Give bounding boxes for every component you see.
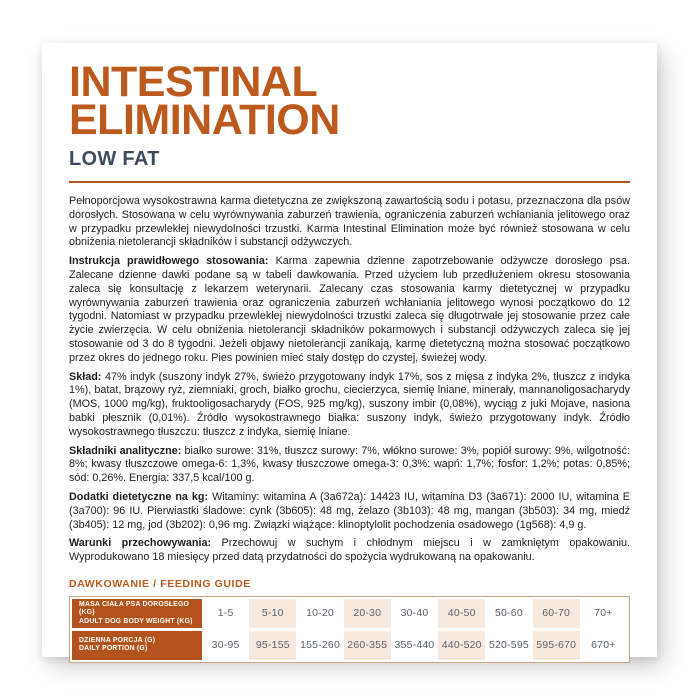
paragraph: Dodatki dietetyczne na kg: Witaminy: witamina A (3a672a): 14423 IU, witamina D3 (3a671): 2000 IU, witamina E (3a700): 96 IU. Pierwiastki śladowe: cynk (3b605): 48 mg, żelazo (3b103): 48 mg, mangan (3b503): 34 mg, miedź (3b405): 12 mg, jod (3b202): 0,96 mg. Związki wiążące: klinoptylolit pochodzenia osadowego (1g568): 4,9 g. bbox=[69, 490, 630, 531]
feeding-guide-value: 440-520 bbox=[438, 631, 485, 660]
product-title bbox=[69, 58, 630, 144]
feeding-guide-value: 5-10 bbox=[249, 599, 296, 628]
feeding-guide-value: 20-30 bbox=[344, 599, 391, 628]
product-subtitle: LOW FAT bbox=[69, 148, 160, 170]
feeding-guide-value: 40-50 bbox=[438, 599, 485, 628]
feeding-guide-value: 60-70 bbox=[533, 599, 580, 628]
feeding-guide-value: 95-155 bbox=[249, 631, 296, 660]
feeding-guide-value: 10-20 bbox=[306, 607, 334, 620]
paragraph: Warunki przechowywania: Przechowuj w suchym i chłodnym miejscu i w zamkniętym opakowaniu. Wyprodukowano 18 miesięcy przed datą przydatności do spożycia wydrukowaną na opakowaniu. bbox=[69, 537, 630, 564]
row-header-label-pl: DZIENNA PORCJA (G) bbox=[79, 636, 156, 644]
feeding-guide-value: 70+ bbox=[594, 607, 613, 620]
paragraph-lead: Warunki przechowywania: bbox=[69, 537, 222, 550]
feeding-guide-row-header bbox=[72, 599, 202, 628]
paragraph: Składniki analityczne: białko surowe: 31%, tłuszcz surowy: 7%, włókno surowe: 3%, popiół surowy: 9%, wilgotność: 8%; kwasy tłuszczowe omega-6: 1,3%, kwasy tłuszczowe omega-3: 0,3%: wapń: 1,7%; fosfor: 1,2%; potas: 0,85%; sód: 0,26%. Energia: 337,5 kcal/100 g. bbox=[69, 444, 630, 485]
product-title-line1: INTESTINAL bbox=[69, 58, 318, 106]
row-header-label-en: ADULT DOG BODY WEIGHT (KG) bbox=[79, 617, 193, 625]
paragraph-lead: Dodatki dietetyczne na kg: bbox=[69, 490, 213, 503]
row-header-label-en: DAILY PORTION (G) bbox=[79, 645, 148, 653]
feeding-guide-row-header bbox=[72, 631, 202, 660]
feeding-guide-value: 30-40 bbox=[400, 607, 429, 620]
feeding-guide-value: 155-260 bbox=[300, 639, 341, 652]
feeding-guide-value: 355-440 bbox=[394, 639, 435, 652]
paragraph-lead: Składniki analityczne: bbox=[69, 444, 185, 457]
paragraph-lead: Skład: bbox=[69, 370, 105, 383]
feeding-guide-value: 595-670 bbox=[533, 631, 580, 660]
feeding-guide-value: 520-595 bbox=[488, 639, 529, 652]
product-label-card bbox=[42, 43, 657, 657]
paragraph: Pełnoporcjowa wysokostrawna karma dietetyczna ze zwiększoną zawartością sodu i potasu, przeznaczona dla psów dorosłych. Stosowana w celu wyrównywania zaburzeń trawienia, ograniczenia zaburzeń wchłaniania jelitowego oraz w przypadku przewlekłej niewydolności trzustki. Karma Intestinal Elimination może być również stosowana w celu obniżenia nietolerancji składników i substancji odżywczych. bbox=[69, 195, 630, 249]
feeding-guide-value: 670+ bbox=[591, 639, 616, 652]
paragraph: Instrukcja prawidłowego stosowania: Karma zapewnia dzienne zapotrzebowanie odżywcze dorosłego psa. Zalecane dzienne dawki podane są w tabeli dawkowania. Przed użyciem lub przedłużeniem okresu stosowania zaleca się konsultację z lekarzem weterynarii. Zalecany czas stosowania karmy dietetycznej w przypadku wyrównywania zaburzeń trawienia oraz ograniczenia zaburzeń wchłaniania jelitowego wynosi początkowo do 12 tygodni. Natomiast w przypadku przewlekłej niewydolności trzustki zaleca się długotrwałe jej stosowanie przez całe życie zwierzęcia. W celu obniżenia nietolerancji składników pokarmowych i substancji odżywczych zaleca się jej stosowanie od 3 do 8 tygodni. Jeżeli objawy nietolerancji zanikają, karmę dietetyczną można stosować początkowo przez okres do jednego roku. Pies powinien mieć stały dostęp do czystej, świeżej wody. bbox=[69, 255, 630, 364]
feeding-guide-row bbox=[72, 631, 627, 660]
feeding-guide-table bbox=[69, 596, 630, 663]
feeding-guide-row bbox=[72, 599, 627, 628]
product-title-line2: ELIMINATION bbox=[69, 96, 340, 144]
divider-line bbox=[69, 181, 630, 183]
feeding-guide-value: 260-355 bbox=[344, 631, 391, 660]
paragraph: Skład: 47% indyk (suszony indyk 27%, świeżo przygotowany indyk 17%, sos z mięsa z indyka 2%, tłuszcz z indyka 1%), batat, brązowy ryż, ziemniaki, groch, białko grochu, ciecierzyca, siemię lniane, minerały, mannanoligosacharydy (MOS, 1000 mg/kg), fruktooligosacharydy (FOS, 925 mg/kg), suszony imbir (0,08%), wyciąg z juki Mojave, nasiona babki płesznik (0,01%). Źródło wysokostrawnego białka: suszony indyk, świeżo przygotowany indyk. Źródło wysokostrawnego tłuszczu: tłuszcz z indyka, siemię lniane. bbox=[69, 370, 630, 438]
feeding-guide-value: 50-60 bbox=[495, 607, 523, 620]
paragraph-lead: Instrukcja prawidłowego stosowania: bbox=[69, 255, 276, 268]
row-header-label-pl: MASA CIAŁA PSA DOROSŁEGO (KG) bbox=[79, 600, 190, 617]
paragraphs bbox=[69, 195, 630, 565]
feeding-guide-value: 30-95 bbox=[211, 639, 240, 652]
feeding-guide-title: DAWKOWANIE / FEEDING GUIDE bbox=[69, 577, 251, 590]
feeding-guide-value: 1-5 bbox=[217, 607, 234, 620]
